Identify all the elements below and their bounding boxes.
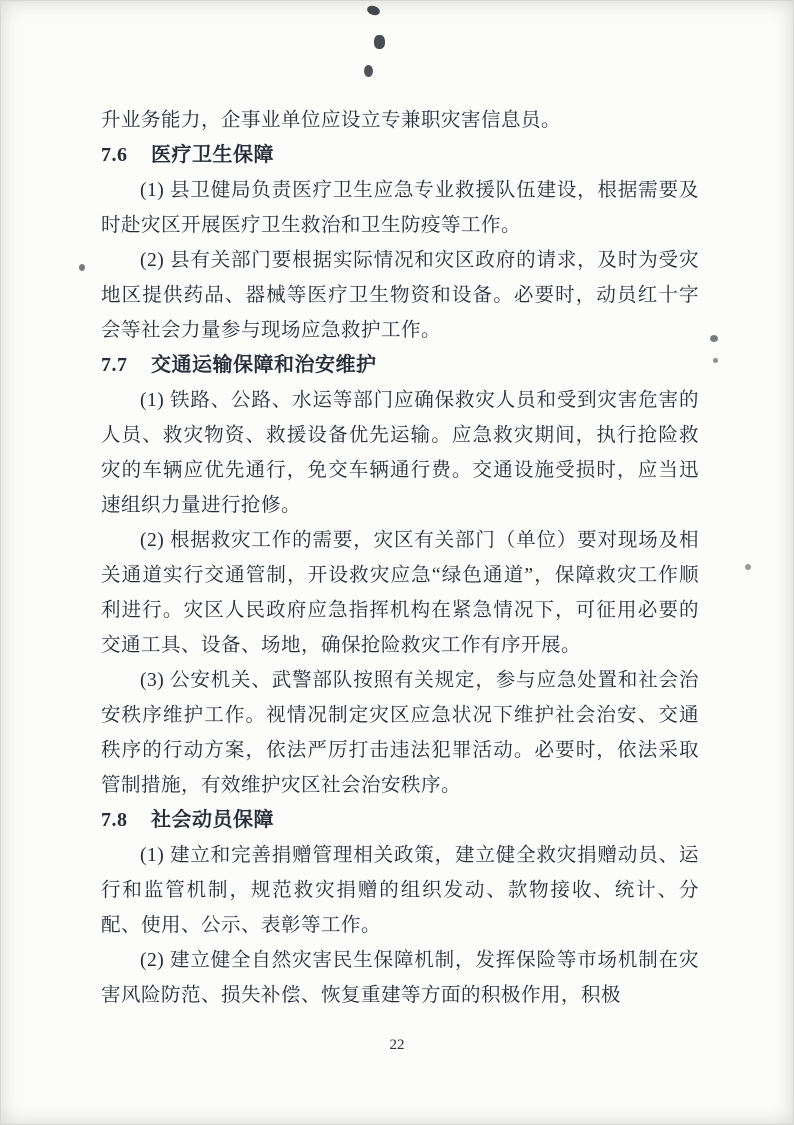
page-number: 22 — [389, 1037, 405, 1053]
scan-artifact — [745, 564, 751, 570]
paragraph: (1) 县卫健局负责医疗卫生应急专业救援队伍建设，根据需要及时赴灾区开展医疗卫生救治和卫生防疫等工作。 — [101, 180, 699, 236]
section-title: 社会动员保障 — [151, 809, 274, 831]
paragraph: (1) 建立和完善捐赠管理相关政策，建立健全救灾捐赠动员、运行和监管机制，规范救灾捐赠的组织发动、款物接收、统计、分配、使用、公示、表彰等工作。 — [101, 845, 699, 936]
page-footer — [1, 1037, 793, 1054]
scan-artifact — [710, 335, 718, 342]
section-title: 医疗卫生保障 — [151, 144, 274, 166]
scan-artifact — [713, 358, 718, 363]
paragraph: (1) 铁路、公路、水运等部门应确保救灾人员和受到灾害危害的人员、救灾物资、救援设备优先运输。应急救灾期间，执行抢险救灾的车辆应优先通行，免交车辆通行费。交通设施受损时，应当迅速组织力量进行抢修。 — [101, 390, 699, 516]
page-content — [101, 103, 699, 1013]
scan-artifact — [364, 65, 373, 77]
section-number: 7.7 — [101, 354, 128, 376]
section-number: 7.8 — [101, 809, 128, 831]
section-heading-7-7 — [101, 348, 699, 383]
section-title: 交通运输保障和治安维护 — [151, 354, 377, 376]
paragraph: (2) 根据救灾工作的需要，灾区有关部门（单位）要对现场及相关通道实行交通管制，开设救灾应急“绿色通道”，保障救灾工作顺利进行。灾区人民政府应急指挥机构在紧急情况下，可征用必要的交通工具、设备、场地，确保抢险救灾工作有序开展。 — [101, 530, 699, 656]
section-heading-7-8 — [101, 803, 699, 838]
scan-artifact — [79, 264, 85, 271]
paragraph: (2) 县有关部门要根据实际情况和灾区政府的请求，及时为受灾地区提供药品、器械等医疗卫生物资和设备。必要时，动员红十字会等社会力量参与现场应急救护工作。 — [101, 250, 699, 341]
paragraph: (2) 建立健全自然灾害民生保障机制，发挥保险等市场机制在灾害风险防范、损失补偿、恢复重建等方面的积极作用，积极 — [101, 950, 699, 1006]
scan-artifact — [374, 35, 385, 49]
paragraph-continuation: 升业务能力，企事业单位应设立专兼职灾害信息员。 — [101, 110, 562, 131]
paragraph: (3) 公安机关、武警部队按照有关规定，参与应急处置和社会治安秩序维护工作。视情况制定灾区应急状况下维护社会治安、交通秩序的行动方案，依法严厉打击违法犯罪活动。必要时，依法采取管制措施，有效维护灾区社会治安秩序。 — [101, 670, 699, 796]
scan-artifact — [366, 4, 381, 17]
section-number: 7.6 — [101, 144, 128, 166]
section-heading-7-6 — [101, 138, 699, 173]
